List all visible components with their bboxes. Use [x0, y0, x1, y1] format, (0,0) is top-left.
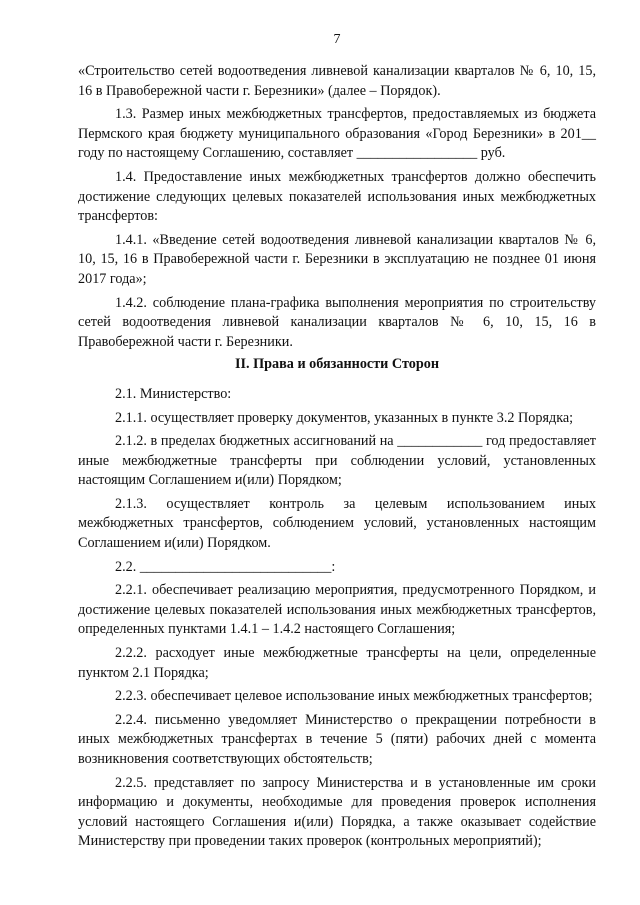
paragraph: «Строительство сетей водоотведения ливневой канализации кварталов № 6, 10, 15, 16 в Правобережной части г. Березники» (далее – Порядок). [78, 63, 596, 99]
document-body [78, 62, 596, 852]
paragraph: 2.2. ___________________________: [115, 558, 336, 575]
paragraph: 2.1.1. осуществляет проверку документов, указанных в пункте 3.2 Порядка; [115, 409, 574, 426]
paragraph: 2.2.4. письменно уведомляет Министерство о прекращении потребности в иных межбюджетных трансфертах в течение 5 (пяти) рабочих дней с момента возникновения соответствующих обстоятельств; [78, 711, 596, 767]
document-page [78, 20, 596, 852]
paragraph: 2.1. Министерство: [115, 385, 232, 402]
paragraph: 1.4. Предоставление иных межбюджетных трансфертов должно обеспечить достижение следующих целевых показателей использования иных межбюджетных трансфертов: [78, 168, 596, 225]
paragraph: 1.4.2. соблюдение плана-графика выполнения мероприятия по строительству сетей водоотведения ливневой канализации кварталов № 6, 10, 15, 16 в Правобережной части г. Березники. [78, 294, 596, 350]
paragraph: 1.4.1. «Введение сетей водоотведения ливневой канализации кварталов № 6, 10, 15, 16 в Правобережной части г. Березники в эксплуатацию не позднее 01 июня 2017 года»; [78, 231, 596, 287]
paragraph: 2.2.3. обеспечивает целевое использование иных межбюджетных трансфертов; [115, 688, 593, 705]
paragraph: 2.1.3. осуществляет контроль за целевым использованием иных межбюджетных трансфертов, соблюдением условий, установленных настоящим Соглашением и(или) Порядком. [78, 495, 596, 552]
paragraph: 2.2.5. представляет по запросу Министерства и в установленные им сроки информацию и документы, необходимые для проведения проверок исполнения условий настоящего Соглашения и(или) Порядка, а также оказывает содействие Министерству при проведении таких проверок (контрольных мероприятий); [78, 774, 596, 850]
paragraph: 2.2.1. обеспечивает реализацию мероприятия, предусмотренного Порядком, и достижение целевых показателей использования иных межбюджетных трансфертов, определенных пунктами 1.4.1 – 1.4.2 настоящего Соглашения; [78, 582, 596, 638]
page-number: 7 [333, 32, 341, 47]
section-heading: II. Права и обязанности Сторон [234, 356, 439, 373]
paragraph: 2.2.2. расходует иные межбюджетные трансферты на цели, определенные пунктом 2.1 Порядка; [78, 645, 596, 681]
paragraph: 2.1.2. в пределах бюджетных ассигнований на ____________ год предоставляет иные межбюджетные трансферты при соблюдении условий, установленных настоящим Соглашением и(или) Порядком; [78, 433, 596, 489]
paragraph: 1.3. Размер иных межбюджетных трансфертов, предоставляемых из бюджета Пермского края бюджету муниципального образования «Город Березники» в 201__ году по настоящему Соглашению, составляет _________________ руб. [78, 106, 596, 162]
